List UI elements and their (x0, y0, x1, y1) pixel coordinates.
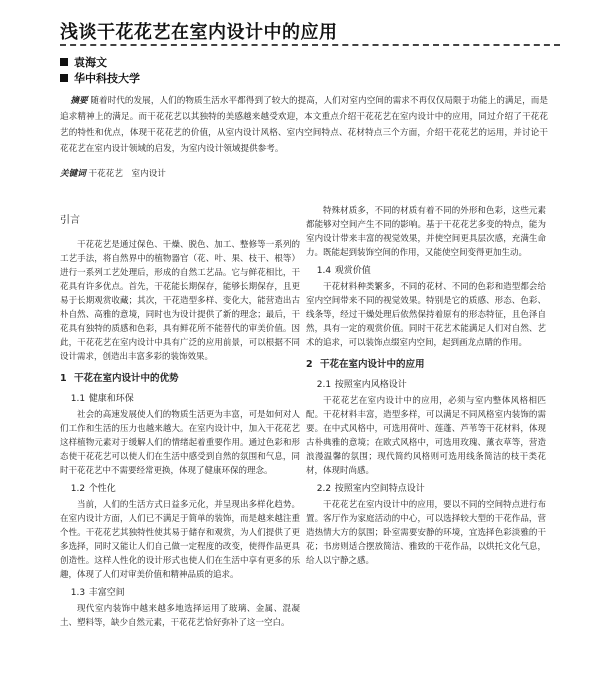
abstract-label: 摘要 (70, 96, 88, 106)
subsection-heading-1-2: 1.2 个性化 (70, 484, 116, 494)
affiliation-line (60, 70, 140, 86)
paragraph-1-3: 现代室内装饰中越来越多地选择运用了玻璃、金属、混凝土、塑料等，缺少自然元素，干花花艺恰好弥补了这一空白。 (60, 604, 300, 628)
subsection-heading-1-3: 1.3 丰富空间 (70, 588, 125, 598)
author-name: 袁海文 (74, 56, 107, 69)
bullet-square-icon (60, 74, 68, 82)
section-heading-intro: 引言 (60, 215, 80, 226)
abstract-text: 随着时代的发展，人们的物质生活水平都得到了较大的提高，人们对室内空间的需求不再仅仅局限于功能上的满足，而是追求精神上的满足。而干花花艺以其独特的美感越来越受欢迎，本文重点介绍干花花艺在室内设计中的应用，同过介绍了干花花艺的特性和优点，体现干花花艺的价值，从室内设计风格、室内空间特点、花材特点三个方面，介绍干花花艺的运用，并讨论干花花艺在室内设计领域的启发，为室内设计领域提供参考。 (60, 96, 548, 154)
subsection-heading-1-4: 1.4 观赏价值 (316, 266, 371, 276)
author-line (60, 54, 107, 70)
paragraph-continued: 特殊材质多，不同的材质有着不同的外形和色彩，这些元素都能够对空间产生不同的影响。基于干花花艺多变的特点，能为室内设计带来丰富的视觉效果，并使空间更具层次感，充满生命力。既能起到装饰空间的作用，又能使空间变得更加生动。 (306, 206, 546, 258)
keywords-text: 干花花艺 室内设计 (88, 169, 166, 179)
subsection-heading-1-1: 1.1 健康和环保 (70, 394, 134, 404)
paragraph-1-2: 当前，人们的生活方式日益多元化，并呈现出多样化趋势。在室内设计方面，人们已不满足于简单的装饰，而是越来越注重个性。干花花艺其独特性使其易于储存和观赏，为人们提供了更多选择，同时又能让人们自己做一定程度的改变，使得作品更具创造性。这样人性化的设计形式也使人们在生活中享有更多的乐趣，体现了人们对审美价值和精神品质的追求。 (60, 500, 300, 580)
keywords (60, 167, 548, 181)
title-divider (60, 44, 560, 46)
bullet-square-icon (60, 58, 68, 66)
intro-paragraph: 干花花艺是通过保色、干燥、脱色、加工、整修等一系列的工艺手法，将自然界中的植物器官（花、叶、果、枝干、根等）进行一系列工艺处理后，形成的自然工艺品。它与鲜花相比，干花具有许多优点。首先，干花能长期保存，能够长期保存，且更易于长期观赏收藏；其次，干花造型多样、变化大，能营造出古朴自然、高雅的意境，同时也为设计提供了新的理念；最后，干花具有独特的质感和色彩，具有鲜花所不能替代的审美价值。因此，干花花艺在室内设计中具有广泛的应用前景，可以根据不同设计需求，创造出丰富多彩的装饰效果。 (60, 240, 300, 362)
paragraph-1-4: 干花材料种类繁多，不同的花材、不同的色彩和造型都会给室内空间带来不同的视觉效果。特别是它的质感、形态、色彩、线条等，经过干燥处理后依然保持着原有的形态特征，且色泽自然，具有一定的观赏价值。同时干花艺术能满足人们对自然、艺术的追求，可以装饰点缀室内空间，起到画龙点睛的作用。 (306, 282, 546, 348)
abstract (60, 93, 548, 157)
section-heading-2: 2 干花在室内设计中的应用 (306, 359, 425, 370)
paragraph-2-1: 干花花艺在室内设计中的应用，必须与室内整体风格相匹配。干花材料丰富，造型多样，可以满足不同风格室内装饰的需要。在中式风格中，可选用荷叶、莲蓬、芦苇等干花材料，体现古朴典雅的意境；在欧式风格中，可选用玫瑰、薰衣草等，营造浪漫温馨的氛围；现代简约风格则可选用线条简洁的枝干类花材，体现时尚感。 (306, 396, 546, 476)
section-heading-1: 1 干花在室内设计中的优势 (60, 373, 179, 384)
keywords-label: 关键词 (60, 169, 86, 179)
subsection-heading-2-1: 2.1 按照室内风格设计 (316, 380, 407, 390)
paper-title: 浅谈干花花艺在室内设计中的应用 (60, 22, 338, 43)
paragraph-1-1: 社会的高速发展使人们的物质生活更为丰富，可是如何对人们工作和生活的压力也越来越大。在室内设计中，加入干花花艺这样植物元素对于缓解人们的情绪起着重要作用。通过色彩和形态使干花花艺可以使人们在生活中感受到自然的氛围和气息，同时干花花艺中不需要经常更换，体现了健康环保的理念。 (60, 410, 300, 476)
subsection-heading-2-2: 2.2 按照室内空间特点设计 (316, 484, 425, 494)
right-column (306, 204, 546, 568)
affiliation-name: 华中科技大学 (74, 72, 140, 85)
left-column (60, 204, 300, 630)
paragraph-2-2: 干花花艺在室内设计中的应用，要以不同的空间特点进行布置。客厅作为家庭活动的中心，可以选择较大型的干花作品，营造热情大方的氛围；卧室需要安静的环境，宜选择色彩淡雅的干花；书房则适合摆放简洁、雅致的干花作品，以烘托文化气息，给人以宁静之感。 (306, 500, 546, 566)
